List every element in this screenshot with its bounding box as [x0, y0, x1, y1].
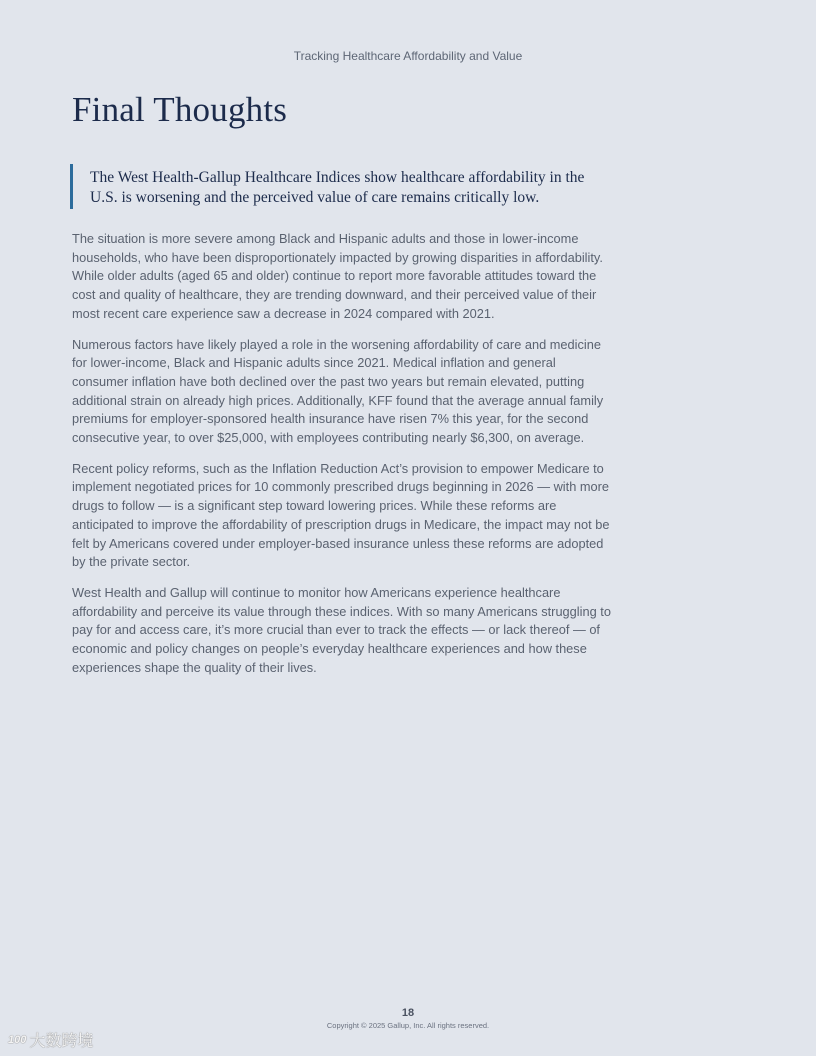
paragraph-4: West Health and Gallup will continue to monitor how Americans experience healthcare affordability and perceive its value through these indices. With so many Americans struggling to pay for and access care, it’s more crucial than ever to track the effects — or lack thereof — of economic and policy changes on people’s everyday healthcare experiences and how these experiences shape the quality of their lives. [72, 584, 611, 675]
page-number: 18 [401, 1007, 415, 1019]
page-title: Final Thoughts [72, 90, 288, 129]
running-header: Tracking Healthcare Affordability and Value [293, 49, 523, 63]
watermark [8, 1028, 93, 1051]
paragraph-3: Recent policy reforms, such as the Inflation Reduction Act’s provision to empower Medicare to implement negotiated prices for 10 commonly prescribed drugs beginning in 2026 — with more drugs to follow — is a significant step toward lowering prices. While these reforms are anticipated to improve the affordability of prescription drugs in Medicare, the impact may not be felt by Americans covered under employer-based insurance unless these reforms are adopted by the private sector. [72, 460, 610, 570]
copyright-notice: Copyright © 2025 Gallup, Inc. All rights reserved. [326, 1021, 490, 1030]
paragraph-2: Numerous factors have likely played a role in the worsening affordability of care and medicine for lower-income, Black and Hispanic adults since 2021. Medical inflation and general consumer inflation have both declined over the past two years but remain elevated, putting additional strain on already high prices. Additionally, KFF found that the average annual family premiums for employer-sponsored health insurance have risen 7% this year, for the second consecutive year, to over $25,000, with employees contributing nearly $6,300, on average. [72, 336, 604, 446]
paragraph-1: The situation is more severe among Black and Hispanic adults and those in lower-income households, who have been disproportionately impacted by growing disparities in affordability. While older adults (aged 65 and older) continue to report more favorable attitudes toward the cost and quality of healthcare, they are trending downward, and their perceived value of their most recent care experience saw a decrease in 2024 compared with 2021. [72, 231, 603, 321]
pull-quote: The West Health-Gallup Healthcare Indices show healthcare affordability in the U.S. is worsening and the perceived value of care remains critically low. [70, 164, 610, 209]
watermark-logo: 100 [8, 1033, 27, 1046]
body-text [72, 230, 612, 689]
watermark-text: 大数跨境 [29, 1033, 94, 1050]
